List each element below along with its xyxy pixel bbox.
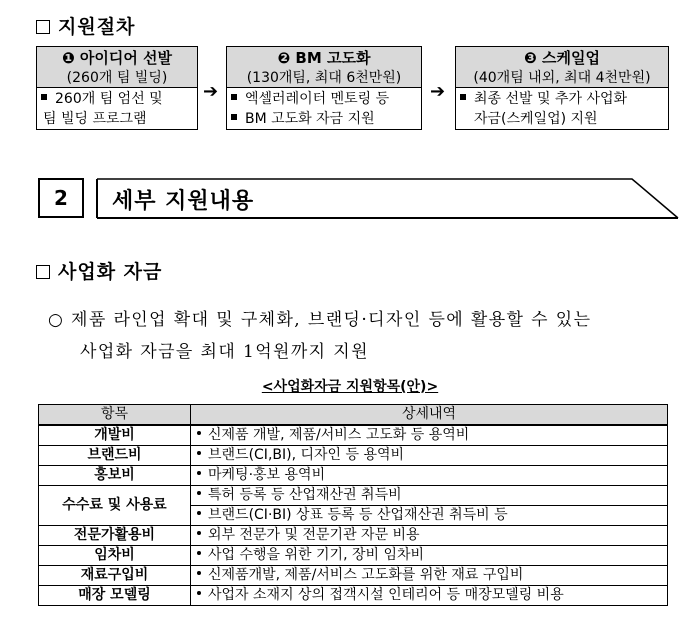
stage-line: 팀 빌딩 프로그램 (43, 111, 147, 127)
table-cell-detail: 외부 전문가 및 전문기관 자문 비용 (208, 527, 420, 543)
stage-subtitle: (40개팀 내외, 최대 4천만원) (473, 70, 651, 86)
stage-line: 최종 선발 및 추가 사업화 (474, 91, 628, 107)
section-title: 세부 지원내용 (112, 189, 255, 214)
stage-subtitle: (130개팀, 최대 6천만원) (246, 70, 402, 86)
bullet-square-icon (460, 94, 466, 100)
table-row (39, 526, 668, 546)
table-cell-item: 재료구입비 (39, 566, 191, 586)
table-cell-item: 매장 모델링 (39, 586, 191, 606)
table-cell-detail: 브랜드(CI,BI), 디자인 등 용역비 (208, 447, 405, 463)
table-cell-detail: 브랜드(CI·BI) 상표 등록 등 산업재산권 취득비 등 (208, 507, 508, 523)
bullet-dot-icon (197, 491, 201, 495)
bullet-square-icon (231, 94, 237, 100)
section-heading-procedure: 지원절차 (36, 12, 135, 39)
table-cell-detail: 사업 수행을 위한 기기, 장비 임차비 (208, 547, 425, 563)
stage-line: 엑셀러레이터 멘토링 등 (245, 91, 390, 107)
table-caption: <사업화자금 지원항목(안)> (261, 379, 439, 395)
arrow-right-icon: ➔ (430, 81, 446, 102)
stage-box-2 (226, 46, 422, 130)
stage-title: ❸ 스케일업 (524, 49, 600, 67)
table-row (39, 425, 668, 446)
table-cell-item: 전문가활용비 (39, 526, 191, 546)
table-cell-detail: 신제품 개발, 제품/서비스 고도화 등 용역비 (208, 427, 470, 443)
table-cell-item: 홍보비 (39, 466, 191, 486)
stage-box-3 (455, 46, 669, 130)
table-cell-detail: 특허 등록 등 산업재산권 취득비 (208, 487, 402, 503)
table-header-item: 항목 (39, 405, 191, 426)
stage-line: 자금(스케일업) 지원 (474, 111, 598, 127)
stage-title: ❷ BM 고도화 (277, 49, 371, 67)
bullet-dot-icon (197, 471, 201, 475)
checkbox-square-icon (36, 20, 50, 34)
support-items-table (38, 404, 668, 606)
bullet-dot-icon (197, 531, 201, 535)
table-cell-detail: 마케팅·홍보 용역비 (208, 467, 326, 483)
bullet-dot-icon (197, 591, 201, 595)
bullet-dot-icon (197, 571, 201, 575)
paragraph-line-2: 사업화 자금을 최대 1억원까지 지원 (80, 342, 369, 362)
stage-line: 260개 팀 엄선 및 (55, 91, 163, 107)
bullet-square-icon (41, 94, 47, 100)
table-cell-item: 개발비 (39, 425, 191, 446)
table-cell-detail: 신제품개발, 제품/서비스 고도화를 위한 재료 구입비 (208, 567, 524, 583)
table-cell-item: 임차비 (39, 546, 191, 566)
table-cell-item: 수수료 및 사용료 (39, 486, 191, 526)
paragraph-line-1: ○ 제품 라인업 확대 및 구체화, 브랜딩·디자인 등에 활용할 수 있는 (48, 310, 592, 330)
bullet-square-icon (231, 114, 237, 120)
table-row (39, 446, 668, 466)
stage-line: BM 고도화 자금 지원 (245, 111, 375, 127)
bullet-dot-icon (197, 551, 201, 555)
table-header-details: 상세내역 (191, 405, 668, 426)
stage-box-1 (36, 46, 198, 130)
bullet-dot-icon (197, 431, 201, 435)
bullet-dot-icon (197, 511, 201, 515)
checkbox-square-icon (36, 265, 50, 279)
table-row (39, 586, 668, 606)
stage-title: ❶ 아이디어 선발 (61, 49, 173, 67)
arrow-right-icon: ➔ (203, 81, 219, 102)
table-row (39, 566, 668, 586)
section-heading-funding: 사업화 자금 (36, 257, 162, 284)
table-cell-detail: 사업자 소재지 상의 접객시설 인테리어 등 매장모델링 비용 (208, 587, 564, 603)
section-number-box: 2 (38, 178, 84, 218)
bullet-dot-icon (197, 451, 201, 455)
table-row (39, 546, 668, 566)
table-cell-item: 브랜드비 (39, 446, 191, 466)
table-row (39, 486, 668, 506)
table-row (39, 466, 668, 486)
table-header-row (39, 405, 668, 426)
stage-subtitle: (260개 팀 빌딩) (66, 70, 168, 86)
